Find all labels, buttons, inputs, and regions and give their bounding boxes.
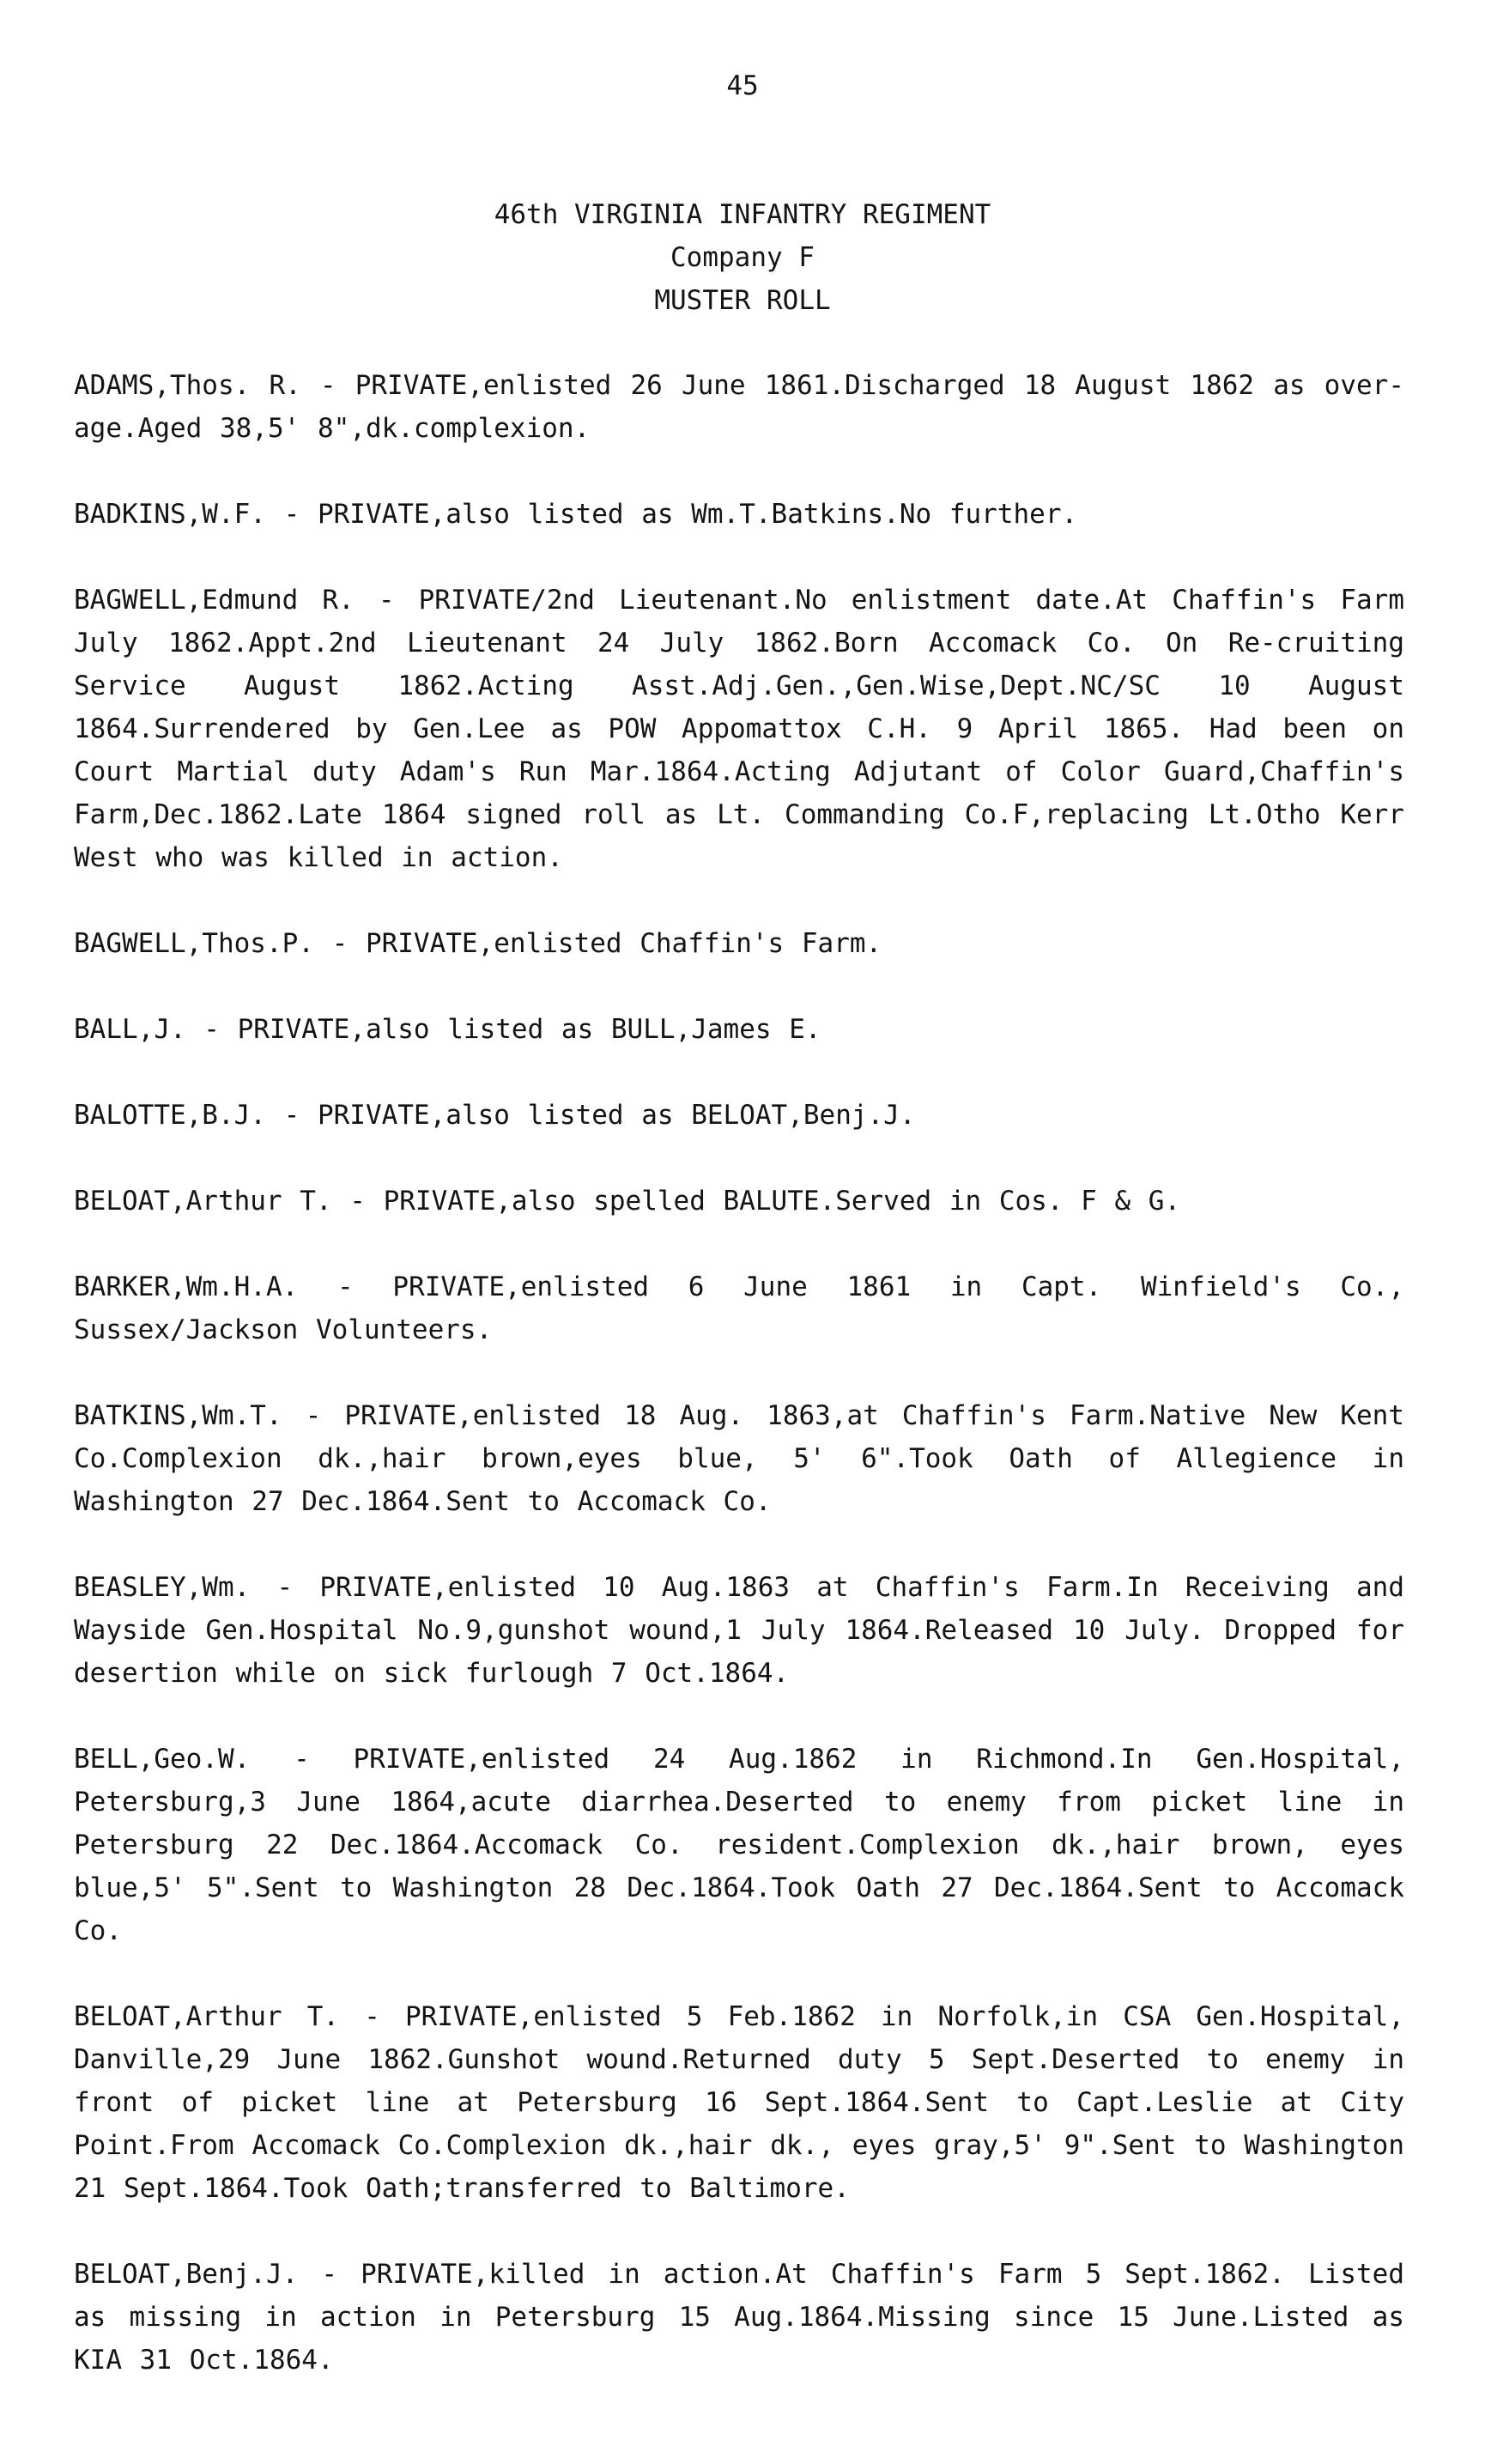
- roll-entry-bagwell-thos: BAGWELL,Thos.P. - PRIVATE,enlisted Chaffin's Farm.: [74, 928, 882, 959]
- document-heading: [0, 193, 1485, 322]
- muster-roll-entries: [74, 364, 1404, 2425]
- company-subtitle: Company F: [670, 242, 815, 273]
- roll-entry-beloat-arthur-alias: BELOAT,Arthur T. - PRIVATE,also spelled BALUTE.Served in Cos. F & G.: [74, 1186, 1181, 1217]
- roll-entry-adams-thos: ADAMS,Thos. R. - PRIVATE,enlisted 26 June 1861.Discharged 18 August 1862 as over-age.Aged 38,5' 8",dk.complexion.: [74, 370, 1404, 444]
- muster-roll-title: MUSTER ROLL: [654, 285, 831, 316]
- roll-entry-badkins-wf: BADKINS,W.F. - PRIVATE,also listed as Wm.T.Batkins.No further.: [74, 499, 1078, 530]
- page-number: 45: [726, 70, 759, 101]
- roll-entry-barker-wm: BARKER,Wm.H.A. - PRIVATE,enlisted 6 June 1861 in Capt. Winfield's Co., Sussex/Jackson Volunteers.: [74, 1271, 1404, 1345]
- roll-entry-batkins-wm: BATKINS,Wm.T. - PRIVATE,enlisted 18 Aug. 1863,at Chaffin's Farm.Native New Kent Co.Complexion dk.,hair brown,eyes blue, 5' 6".Took Oath of Allegience in Washington 27 Dec.1864.Sent to Accomack Co.: [74, 1400, 1404, 1517]
- roll-entry-beloat-benj: BELOAT,Benj.J. - PRIVATE,killed in action.At Chaffin's Farm 5 Sept.1862. Listed as missing in action in Petersburg 15 Aug.1864.Missing since 15 June.Listed as KIA 31 Oct.1864.: [74, 2259, 1404, 2376]
- roll-entry-beasley-wm: BEASLEY,Wm. - PRIVATE,enlisted 10 Aug.1863 at Chaffin's Farm.In Receiving and Wayside Gen.Hospital No.9,gunshot wound,1 July 1864.Released 10 July. Dropped for desertion while on sick furlough 7 Oct.1864.: [74, 1572, 1404, 1689]
- roll-entry-bagwell-edmund: BAGWELL,Edmund R. - PRIVATE/2nd Lieutenant.No enlistment date.At Chaffin's Farm July 1862.Appt.2nd Lieutenant 24 July 1862.Born Accomack Co. On Re-cruiting Service August 1862.Acting Asst.Adj.Gen.,Gen.Wise,Dept.NC/SC 10 August 1864.Surrendered by Gen.Lee as POW Appomattox C.H. 9 April 1865. Had been on Court Martial duty Adam's Run Mar.1864.Acting Adjutant of Color Guard,Chaffin's Farm,Dec.1862.Late 1864 signed roll as Lt. Commanding Co.F,replacing Lt.Otho Kerr West who was killed in action.: [74, 585, 1404, 873]
- roll-entry-beloat-arthur: BELOAT,Arthur T. - PRIVATE,enlisted 5 Feb.1862 in Norfolk,in CSA Gen.Hospital, Danville,29 June 1862.Gunshot wound.Returned duty 5 Sept.Deserted to enemy in front of picket line at Petersburg 16 Sept.1864.Sent to Capt.Leslie at City Point.From Accomack Co.Complexion dk.,hair dk., eyes gray,5' 9".Sent to Washington 21 Sept.1864.Took Oath;transferred to Baltimore.: [74, 2001, 1404, 2204]
- roll-entry-balotte-bj: BALOTTE,B.J. - PRIVATE,also listed as BELOAT,Benj.J.: [74, 1100, 916, 1131]
- roll-entry-ball-j: BALL,J. - PRIVATE,also listed as BULL,James E.: [74, 1014, 821, 1045]
- roll-entry-bell-geo: BELL,Geo.W. - PRIVATE,enlisted 24 Aug.1862 in Richmond.In Gen.Hospital, Petersburg,3 June 1864,acute diarrhea.Deserted to enemy from picket line in Petersburg 22 Dec.1864.Accomack Co. resident.Complexion dk.,hair brown, eyes blue,5' 5".Sent to Washington 28 Dec.1864.Took Oath 27 Dec.1864.Sent to Accomack Co.: [74, 1744, 1404, 1946]
- regiment-title: 46th VIRGINIA INFANTRY REGIMENT: [494, 199, 991, 230]
